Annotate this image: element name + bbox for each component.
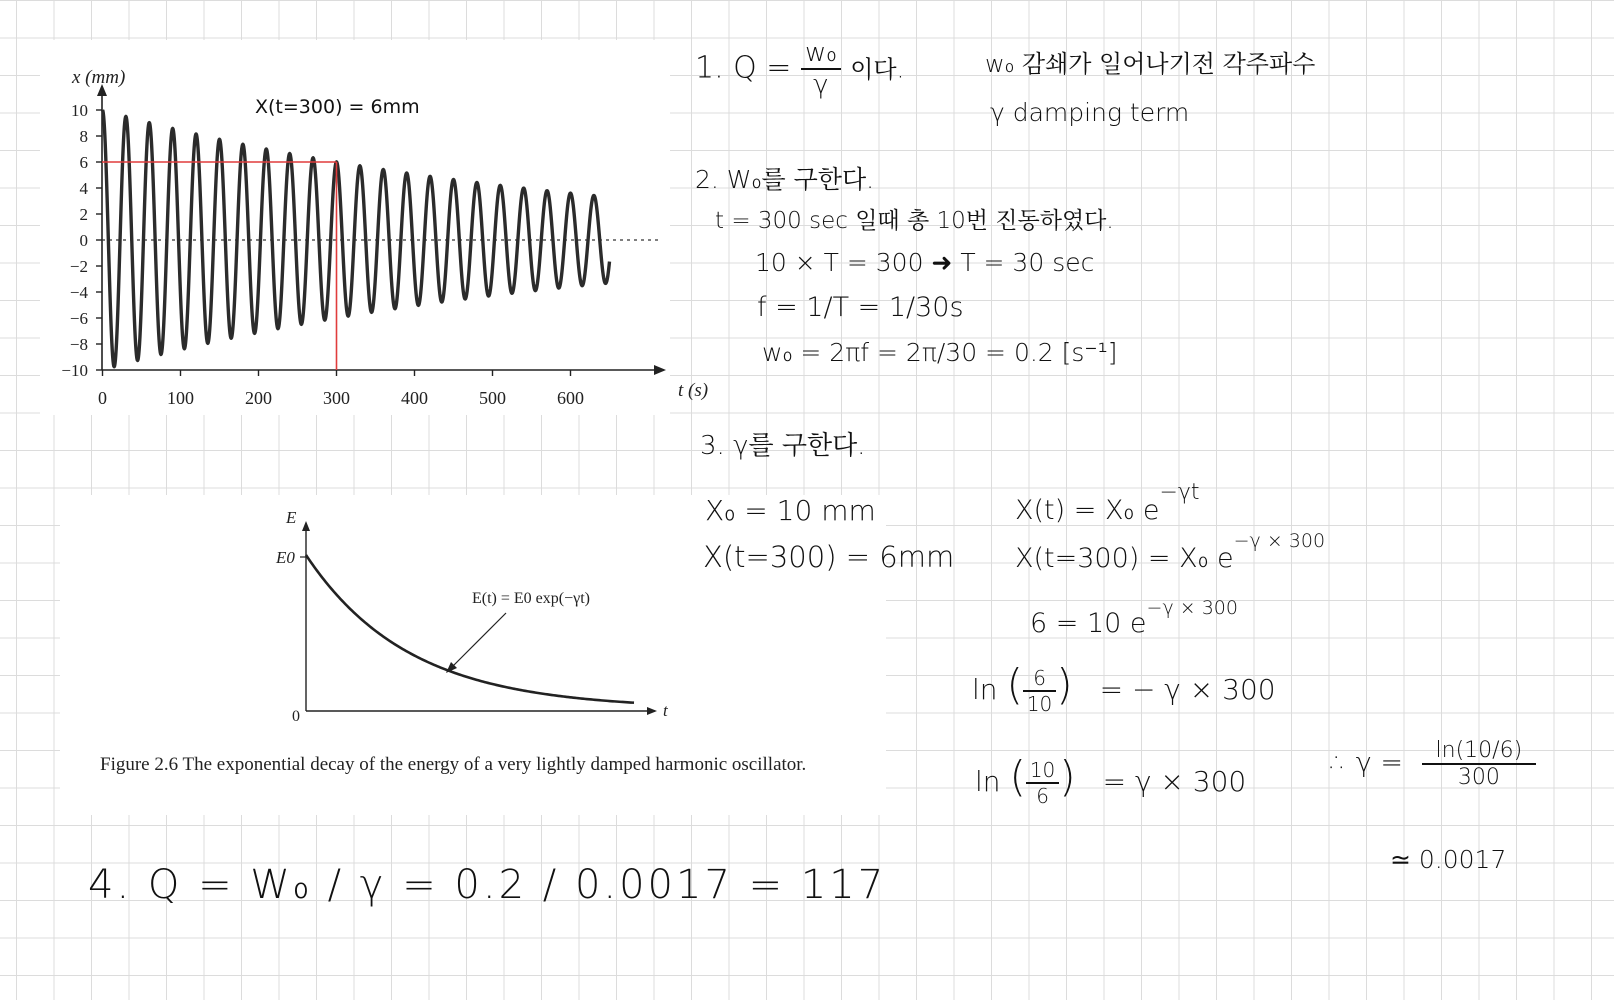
damped-oscillation-chart — [40, 40, 709, 415]
t-axis-label: t — [663, 701, 668, 720]
y-tick-label: 0 — [79, 231, 88, 250]
e-axis-arrow — [302, 521, 310, 531]
x-tick-label: 0 — [98, 388, 107, 408]
step3-eq1-exponent: −γt — [1159, 480, 1200, 505]
ln1-numerator: 6 — [1023, 666, 1056, 692]
ln1-rhs: = − γ × 300 — [1099, 673, 1276, 706]
step3-approx: ≃ 0.0017 — [1390, 845, 1507, 874]
step3-result — [1330, 738, 1536, 790]
step1-numerator: w₀ — [801, 38, 841, 70]
x-tick-label: 500 — [479, 388, 506, 408]
step2-line2: 10 × T = 300 ➜ T = 30 sec — [755, 248, 1095, 277]
ln-fraction-1 — [1023, 666, 1056, 716]
step2-title: 2. W₀를 구한다. — [695, 165, 875, 194]
ln-fraction-2 — [1026, 758, 1059, 808]
step1-denominator: γ — [813, 70, 829, 100]
energy-decay-curve — [306, 555, 634, 703]
y-tick-label: −6 — [69, 309, 88, 328]
origin-label: 0 — [292, 708, 300, 725]
x-tick-label: 600 — [557, 388, 584, 408]
x-tick-label: 300 — [323, 388, 350, 408]
step1-definition-gamma: γ damping term — [990, 98, 1190, 127]
result-prefix: ∴ γ = — [1330, 747, 1403, 779]
y-tick-label: −4 — [69, 283, 88, 302]
result-denominator: 300 — [1457, 765, 1500, 790]
annotation-x-at-300: X(t=300) = 6mm — [255, 96, 420, 118]
result-fraction — [1422, 738, 1537, 790]
step1-suffix: 이다. — [850, 55, 905, 84]
y-tick-label: 4 — [79, 179, 88, 198]
y-axis-label: x (mm) — [72, 67, 126, 88]
x-tick-label: 200 — [245, 388, 272, 408]
x-axis-label: t (s) — [678, 380, 709, 401]
step3-eq1-base: X(t) = X₀ e — [1015, 495, 1160, 526]
step3-eq3 — [1030, 597, 1238, 639]
x-tick-label: 100 — [167, 388, 194, 408]
step1-definition-w0: w₀ 감쇄가 일어나기전 각주파수 — [985, 50, 1316, 78]
energy-decay-chart — [60, 495, 886, 735]
step3-eq2-exponent: −γ × 300 — [1233, 530, 1326, 552]
figure-caption: Figure 2.6 The exponential decay of the energy of a very lightly damped harmonic oscillator. — [100, 754, 807, 775]
step2-line1: t = 300 sec 일때 총 10번 진동하였다. — [715, 208, 1114, 234]
x-axis-arrow — [654, 365, 666, 375]
damped-oscillation-curve — [103, 110, 610, 367]
curve-annotation: E(t) = E0 exp(−γt) — [472, 590, 590, 607]
step3-eq3-exponent: −γ × 300 — [1146, 597, 1238, 619]
damped-oscillation-plot — [40, 40, 709, 415]
y-tick-label: −10 — [61, 361, 88, 380]
ln1-denominator: 10 — [1026, 692, 1053, 716]
ln2-numerator: 10 — [1026, 758, 1059, 784]
step3-eq1 — [1015, 480, 1200, 526]
ln2-denominator: 6 — [1036, 784, 1049, 808]
step3-title: 3. γ를 구한다. — [700, 431, 866, 461]
x-tick-label: 400 — [401, 388, 428, 408]
ln-label-2: ln — [975, 765, 1001, 798]
step3-ln-eq2: ln ( $\frac{10}{6}$ ) = γ × 300 — [975, 752, 1247, 808]
step1-line — [695, 38, 904, 100]
y-tick-label: −2 — [69, 257, 88, 276]
step3-eq2-base: X(t=300) = X₀ e — [1015, 543, 1234, 574]
y-tick-label: 6 — [79, 153, 88, 172]
step3-eq3-base: 6 = 10 e — [1030, 608, 1147, 639]
step3-eq2 — [1015, 530, 1326, 574]
step2-line3: f = 1/T = 1/30s — [757, 292, 964, 323]
ln-label-1: ln — [972, 673, 998, 706]
t-axis-arrow — [647, 707, 657, 715]
step2-line4: w₀ = 2πf = 2π/30 = 0.2 [s⁻¹] — [762, 338, 1118, 367]
ln2-rhs: = γ × 300 — [1102, 765, 1247, 798]
annotation-arrow-line — [452, 613, 506, 667]
y-tick-label: 2 — [79, 205, 88, 224]
step3-x0: X₀ = 10 mm — [705, 494, 876, 527]
step3-ln-eq1: ln ( $\frac{6}{10}$ ) = − γ × 300 — [972, 660, 1276, 716]
step1-prefix: 1. Q = — [695, 50, 792, 86]
e-axis-label: E — [286, 508, 297, 527]
y-tick-label: −8 — [69, 335, 88, 354]
step4-line: 4. Q = W₀ / γ = 0.2 / 0.0017 = 117 — [88, 862, 887, 908]
result-numerator: ln(10/6) — [1422, 738, 1537, 765]
e0-label: E0 — [276, 548, 295, 567]
y-tick-label: 10 — [71, 101, 88, 120]
y-tick-label: 8 — [79, 127, 88, 146]
step1-fraction — [801, 38, 841, 100]
step3-xt: X(t=300) = 6mm — [703, 540, 955, 574]
